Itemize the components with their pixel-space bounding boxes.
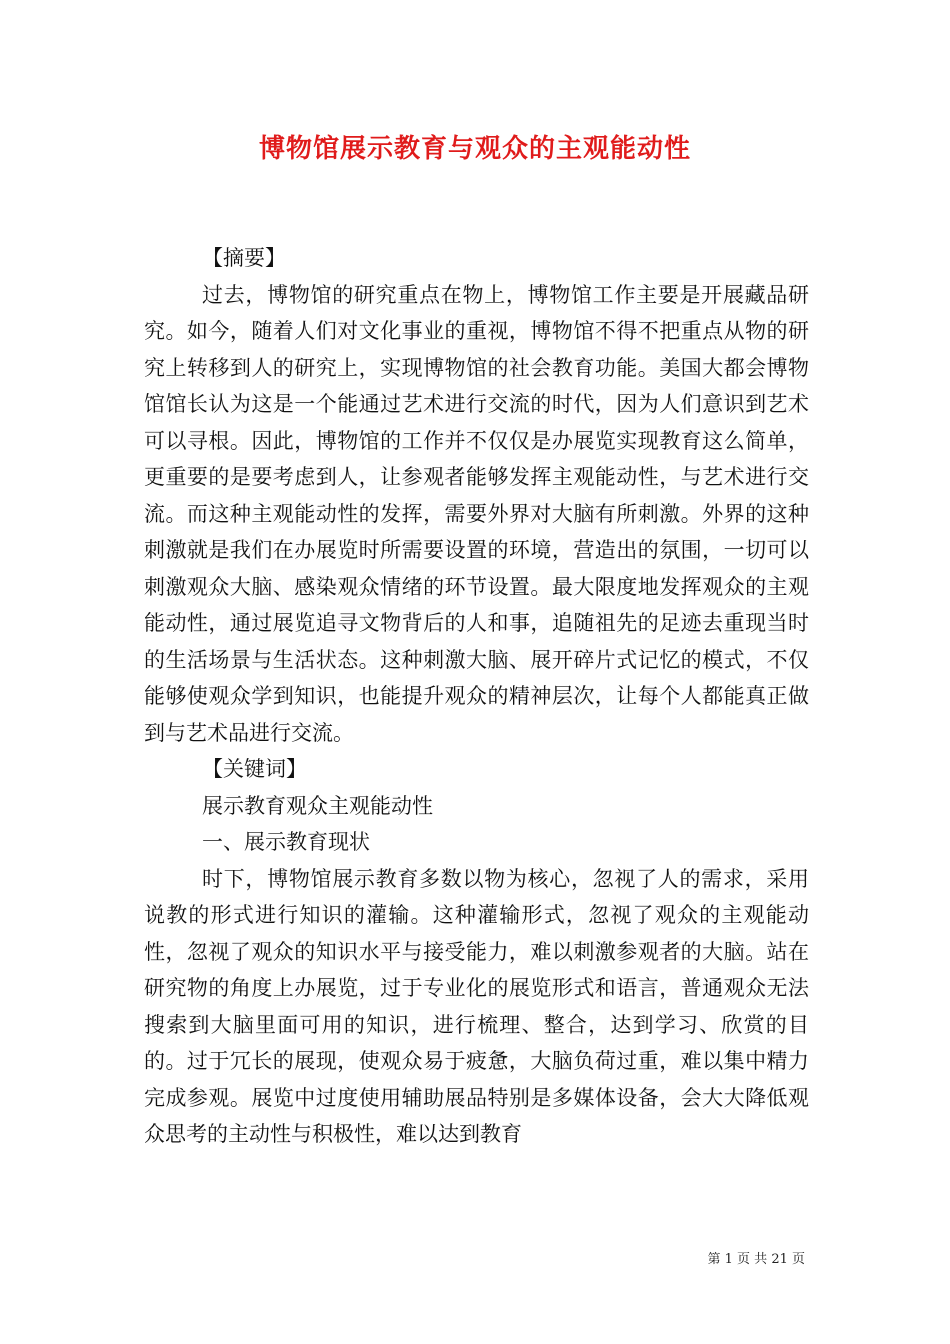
section-heading: 一、展示教育现状 xyxy=(202,830,370,854)
document-title: 博物馆展示教育与观众的主观能动性 xyxy=(258,134,691,164)
abstract-paragraph: 过去，博物馆的研究重点在物上，博物馆工作主要是开展藏品研究。如今，随着人们对文化事业的重视，博物馆不得不把重点从物的研究上转移到人的研究上，实现博物馆的社会教育功能。美国大都会博物馆馆长认为这是一个能通过艺术进行交流的时代，因为人们意识到艺术可以寻根。因此，博物馆的工作并不仅仅是办展览实现教育这么简单，更重要的是要考虑到人，让参观者能够发挥主观能动性，与艺术进行交流。而这种主观能动性的发挥，需要外界对大脑有所刺激。外界的这种刺激就是我们在办展览时所需要设置的环境，营造出的氛围，一切可以刺激观众大脑、感染观众情绪的环节设置。最大限度地发挥观众的主观能动性，通过展览追寻文物背后的人和事，追随祖先的足迹去重现当时的生活场景与生活状态。这种刺激大脑、展开碎片式记忆的模式，不仅能够使观众学到知识，也能提升观众的精神层次，让每个人都能真正做到与艺术品进行交流。 xyxy=(144,282,809,745)
keywords-heading: 【关键词】 xyxy=(202,757,307,781)
document-body xyxy=(144,240,809,1153)
page-number: 第 1 页 共 21 页 xyxy=(707,1252,805,1267)
keywords-text: 展示教育观众主观能动性 xyxy=(202,793,433,818)
abstract-heading: 【摘要】 xyxy=(202,246,286,270)
section-paragraph: 时下，博物馆展示教育多数以物为核心，忽视了人的需求，采用说教的形式进行知识的灌输。这种灌输形式，忽视了观众的主观能动性，忽视了观众的知识水平与接受能力，难以刺激参观者的大脑。站在研究物的角度上办展览，过于专业化的展览形式和语言，普通观众无法搜索到大脑里面可用的知识，进行梳理、整合，达到学习、欣赏的目的。过于冗长的展现，使观众易于疲惫，大脑负荷过重，难以集中精力完成参观。展览中过度使用辅助展品特别是多媒体设备，会大大降低观众思考的主动性与积极性，难以达到教育 xyxy=(144,866,809,1146)
